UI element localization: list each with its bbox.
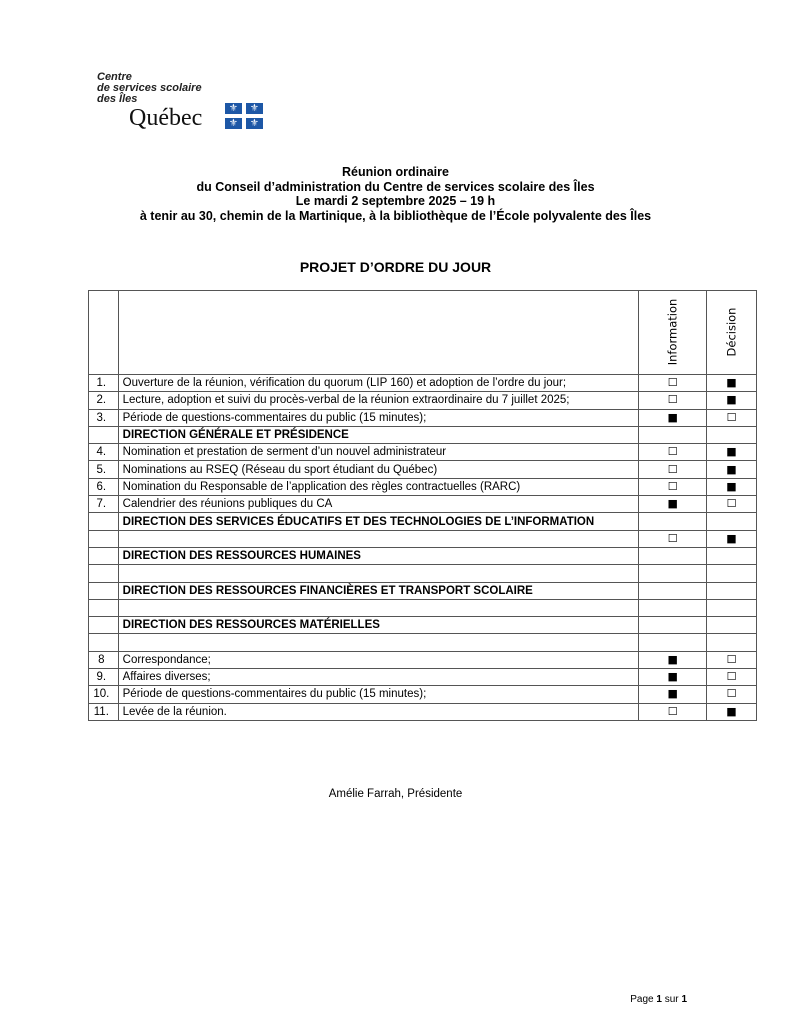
item-text: DIRECTION GÉNÉRALE ET PRÉSIDENCE <box>118 426 639 443</box>
agenda-row <box>89 703 757 720</box>
item-number: 9. <box>89 669 119 686</box>
agenda-row <box>89 530 757 547</box>
agenda-table <box>88 290 757 721</box>
item-text <box>118 565 639 582</box>
item-number <box>89 513 119 530</box>
agenda-row <box>89 478 757 495</box>
item-number <box>89 426 119 443</box>
agenda-row <box>89 634 757 651</box>
item-text: Nominations au RSEQ (Réseau du sport étudiant du Québec) <box>118 461 639 478</box>
decision-checkbox: ■ <box>707 703 757 720</box>
item-text: Levée de la réunion. <box>118 703 639 720</box>
item-text: Nomination du Responsable de l’application des règles contractuelles (RARC) <box>118 478 639 495</box>
logo-quebec-wordmark: Québec <box>129 105 203 131</box>
decision-checkbox <box>707 617 757 634</box>
decision-checkbox <box>707 513 757 530</box>
agenda-row <box>89 651 757 668</box>
information-checkbox: ☐ <box>639 461 707 478</box>
header-line-4: à tenir au 30, chemin de la Martinique, à la bibliothèque de l’École polyvalente des Îles <box>139 208 652 223</box>
item-number <box>89 547 119 564</box>
decision-checkbox: ■ <box>707 392 757 409</box>
section-row <box>89 513 757 530</box>
information-checkbox <box>639 617 707 634</box>
information-checkbox <box>639 565 707 582</box>
information-checkbox <box>639 513 707 530</box>
item-text <box>118 634 639 651</box>
column-information: Information <box>665 298 680 366</box>
decision-checkbox <box>707 582 757 599</box>
item-number <box>89 582 119 599</box>
item-text: Correspondance; <box>118 651 639 668</box>
decision-checkbox: ☐ <box>707 651 757 668</box>
information-checkbox: ☐ <box>639 375 707 392</box>
header-line-1: Réunion ordinaire <box>342 165 449 179</box>
agenda-row <box>89 409 757 426</box>
quebec-flag-icon: ⚜ ⚜ ⚜ ⚜ <box>225 103 263 129</box>
item-text: Affaires diverses; <box>118 669 639 686</box>
agenda-row <box>89 669 757 686</box>
decision-checkbox: ■ <box>707 461 757 478</box>
decision-checkbox: ☐ <box>707 669 757 686</box>
information-checkbox <box>639 599 707 616</box>
item-text <box>118 599 639 616</box>
information-checkbox <box>639 547 707 564</box>
item-number: 1. <box>89 375 119 392</box>
decision-checkbox <box>707 634 757 651</box>
item-number: 2. <box>89 392 119 409</box>
logo-line-2: de services scolaire <box>97 82 202 94</box>
item-number <box>89 634 119 651</box>
information-checkbox: ☐ <box>639 392 707 409</box>
decision-checkbox <box>707 426 757 443</box>
item-text: Lecture, adoption et suivi du procès-verbal de la réunion extraordinaire du 7 juillet 2025; <box>118 392 639 409</box>
section-row <box>89 582 757 599</box>
logo-line-3: des Îles <box>97 93 138 105</box>
agenda-row <box>89 375 757 392</box>
information-checkbox: ■ <box>639 669 707 686</box>
decision-checkbox: ☐ <box>707 409 757 426</box>
header-line-3: Le mardi 2 septembre 2025 – 19 h <box>295 194 496 208</box>
agenda-row <box>89 496 757 513</box>
information-checkbox: ☐ <box>639 530 707 547</box>
decision-checkbox <box>707 547 757 564</box>
item-number: 3. <box>89 409 119 426</box>
decision-checkbox: ■ <box>707 375 757 392</box>
information-checkbox: ☐ <box>639 444 707 461</box>
item-number: 8 <box>89 651 119 668</box>
signature: Amélie Farrah, Présidente <box>328 788 463 800</box>
column-decision: Décision <box>724 307 739 357</box>
decision-checkbox: ☐ <box>707 686 757 703</box>
agenda-row <box>89 444 757 461</box>
decision-checkbox <box>707 599 757 616</box>
item-number: 6. <box>89 478 119 495</box>
item-number: 7. <box>89 496 119 513</box>
decision-checkbox: ■ <box>707 478 757 495</box>
item-text: Période de questions-commentaires du public (15 minutes); <box>118 686 639 703</box>
decision-checkbox: ■ <box>707 444 757 461</box>
item-text: Ouverture de la réunion, vérification du quorum (LIP 160) et adoption de l’ordre du jour; <box>118 375 639 392</box>
decision-checkbox: ■ <box>707 530 757 547</box>
item-number: 5. <box>89 461 119 478</box>
section-row <box>89 617 757 634</box>
decision-checkbox <box>707 565 757 582</box>
decision-checkbox: ☐ <box>707 496 757 513</box>
information-checkbox <box>639 426 707 443</box>
section-row <box>89 547 757 564</box>
information-checkbox <box>639 634 707 651</box>
document-title: PROJET D’ORDRE DU JOUR <box>299 259 492 275</box>
information-checkbox <box>639 582 707 599</box>
logo <box>97 72 277 134</box>
header-line-2: du Conseil d’administration du Centre de services scolaire des Îles <box>196 179 595 194</box>
item-number: 10. <box>89 686 119 703</box>
agenda-row <box>89 565 757 582</box>
agenda-row <box>89 686 757 703</box>
agenda-row <box>89 599 757 616</box>
information-checkbox: ■ <box>639 496 707 513</box>
item-text <box>118 530 639 547</box>
table-header-row <box>89 291 757 375</box>
item-text: Nomination et prestation de serment d’un nouvel administrateur <box>118 444 639 461</box>
information-checkbox: ■ <box>639 651 707 668</box>
information-checkbox: ☐ <box>639 478 707 495</box>
page-number: Page 1 sur 1 <box>630 994 687 1005</box>
item-number <box>89 530 119 547</box>
item-number: 4. <box>89 444 119 461</box>
section-row <box>89 426 757 443</box>
item-text: DIRECTION DES RESSOURCES MATÉRIELLES <box>118 617 639 634</box>
agenda-row <box>89 392 757 409</box>
item-text: DIRECTION DES SERVICES ÉDUCATIFS ET DES TECHNOLOGIES DE L’INFORMATION <box>118 513 639 530</box>
logo-line-1: Centre <box>97 71 132 83</box>
item-number: 11. <box>89 703 119 720</box>
logo-text <box>97 72 202 105</box>
information-checkbox: ■ <box>639 686 707 703</box>
item-number <box>89 599 119 616</box>
meeting-header <box>60 165 731 223</box>
agenda-row <box>89 461 757 478</box>
information-checkbox: ☐ <box>639 703 707 720</box>
item-text: Calendrier des réunions publiques du CA <box>118 496 639 513</box>
item-number <box>89 617 119 634</box>
item-number <box>89 565 119 582</box>
item-text: DIRECTION DES RESSOURCES HUMAINES <box>118 547 639 564</box>
item-text: DIRECTION DES RESSOURCES FINANCIÈRES ET TRANSPORT SCOLAIRE <box>118 582 639 599</box>
item-text: Période de questions-commentaires du public (15 minutes); <box>118 409 639 426</box>
information-checkbox: ■ <box>639 409 707 426</box>
